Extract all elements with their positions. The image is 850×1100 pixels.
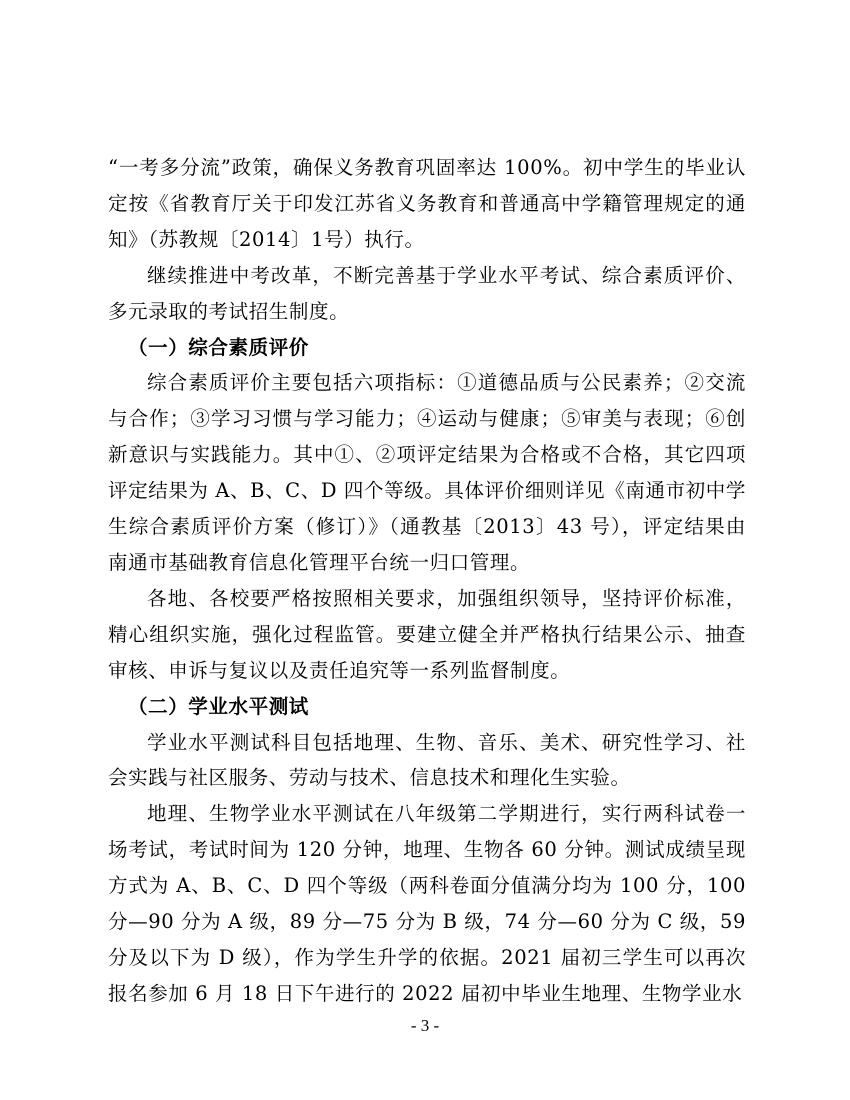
paragraph-evaluation-indicators: 综合素质评价主要包括六项指标：①道德品质与公民素养；②交流与合作；③学习习惯与学习能力；④运动与健康；⑤审美与表现；⑥创新意识与实践能力。其中①、②项评定结果为合格或不合格，其它四项评定结果为 A、B、C、D 四个等级。具体评价细则详见《南通市初中学生综合素质评价方案（修订）》（通教基〔2013〕43 号），评定结果由南通市基础教育信息化管理平台统一归口管理。	[108, 371, 746, 574]
page-number: - 3 -	[410, 1016, 440, 1035]
section-heading-proficiency-test: （二）学业水平测试	[128, 694, 309, 718]
section-heading-comprehensive-evaluation: （一）综合素质评价	[128, 335, 309, 359]
paragraph-continuation: “一考多分流”政策，确保义务教育巩固率达 100%。初中学生的毕业认定按《省教育厅关于印发江苏省义务教育和普通高中学籍管理规定的通知》（苏教规〔2014〕1号）执行。	[108, 156, 746, 251]
paragraph-geography-biology-test: 地理、生物学业水平测试在八年级第二学期进行，实行两科试卷一场考试，考试时间为 120 分钟，地理、生物各 60 分钟。测试成绩呈现方式为 A、B、C、D 四个等级（两科卷面分值满分均为 100 分，100 分—90 分为 A 级，89 分—75 分为 B 级，74 分—60 分为 C 级，59 分及以下为 D 级），作为学生升学的依据。2021 届初三学生可以再次报名参加 6 月 18 日下午进行的 2022 届初中毕业生地理、生物学业水	[108, 802, 746, 1005]
paragraph-supervision: 各地、各校要严格按照相关要求，加强组织领导，坚持评价标准，精心组织实施，强化过程监管。要建立健全并严格执行结果公示、抽查审核、申诉与复议以及责任追究等一系列监督制度。	[108, 586, 746, 682]
paragraph-exam-reform: 继续推进中考改革，不断完善基于学业水平考试、综合素质评价、多元录取的考试招生制度。	[108, 263, 746, 323]
paragraph-test-subjects: 学业水平测试科目包括地理、生物、音乐、美术、研究性学习、社会实践与社区服务、劳动与技术、信息技术和理化生实验。	[108, 730, 746, 790]
document-body	[108, 150, 746, 1012]
